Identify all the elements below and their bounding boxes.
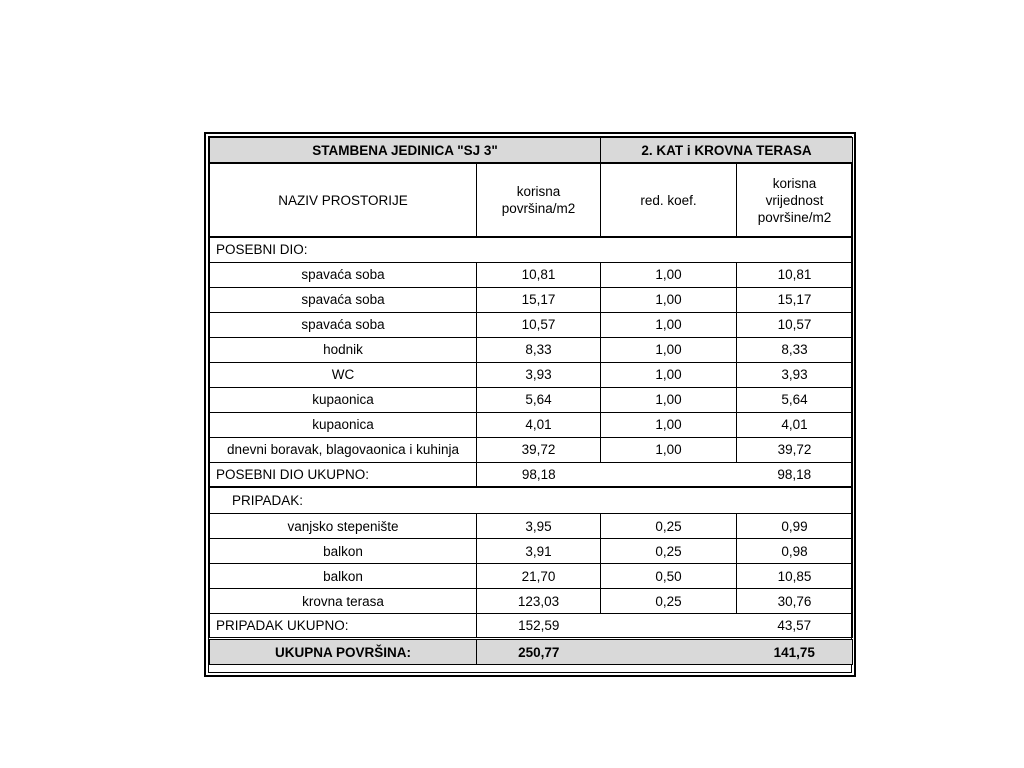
room-value: 10,57 xyxy=(737,312,853,337)
room-coef: 0,50 xyxy=(601,564,737,589)
room-area: 15,17 xyxy=(477,287,601,312)
pripadak-total-area: 152,59 xyxy=(477,614,601,639)
room-coef: 1,00 xyxy=(601,387,737,412)
grand-total-area: 250,77 xyxy=(477,639,601,665)
room-name: vanjsko stepenište xyxy=(210,514,477,539)
grand-total-row xyxy=(210,639,853,665)
header-coef: red. koef. xyxy=(601,163,737,237)
room-name: spavaća soba xyxy=(210,262,477,287)
room-name: spavaća soba xyxy=(210,287,477,312)
room-name: kupaonica xyxy=(210,412,477,437)
room-coef: 1,00 xyxy=(601,287,737,312)
room-area: 39,72 xyxy=(477,437,601,462)
room-value: 0,99 xyxy=(737,514,853,539)
room-coef: 0,25 xyxy=(601,514,737,539)
table-row xyxy=(210,589,853,614)
room-area: 3,91 xyxy=(477,539,601,564)
header-row xyxy=(210,163,853,237)
pripadak-total-label: PRIPADAK UKUPNO: xyxy=(210,614,477,639)
room-area: 4,01 xyxy=(477,412,601,437)
table-row xyxy=(210,362,853,387)
room-area: 10,57 xyxy=(477,312,601,337)
header-area: korisna površina/m2 xyxy=(477,163,601,237)
room-coef: 0,25 xyxy=(601,539,737,564)
room-coef: 1,00 xyxy=(601,412,737,437)
table-row xyxy=(210,312,853,337)
table-row xyxy=(210,514,853,539)
pripadak-total-empty xyxy=(601,614,737,639)
table-row xyxy=(210,387,853,412)
room-name: balkon xyxy=(210,539,477,564)
room-value: 39,72 xyxy=(737,437,853,462)
room-coef: 1,00 xyxy=(601,262,737,287)
pripadak-label: PRIPADAK: xyxy=(210,487,853,514)
posebni-total-value: 98,18 xyxy=(737,462,853,487)
posebni-label: POSEBNI DIO: xyxy=(210,237,853,262)
room-coef: 1,00 xyxy=(601,437,737,462)
posebni-label-row xyxy=(210,237,853,262)
grand-total-empty xyxy=(601,639,737,665)
table-row xyxy=(210,412,853,437)
posebni-total-row xyxy=(210,462,853,487)
room-coef: 0,25 xyxy=(601,589,737,614)
room-area: 5,64 xyxy=(477,387,601,412)
area-table-sheet xyxy=(204,132,856,677)
room-name: hodnik xyxy=(210,337,477,362)
room-name: krovna terasa xyxy=(210,589,477,614)
room-value: 8,33 xyxy=(737,337,853,362)
room-area: 123,03 xyxy=(477,589,601,614)
posebni-total-area: 98,18 xyxy=(477,462,601,487)
room-area: 3,93 xyxy=(477,362,601,387)
room-name: balkon xyxy=(210,564,477,589)
room-value: 5,64 xyxy=(737,387,853,412)
posebni-total-label: POSEBNI DIO UKUPNO: xyxy=(210,462,477,487)
area-table xyxy=(209,137,853,665)
room-value: 0,98 xyxy=(737,539,853,564)
room-value: 4,01 xyxy=(737,412,853,437)
header-name: NAZIV PROSTORIJE xyxy=(210,163,477,237)
room-value: 30,76 xyxy=(737,589,853,614)
table-row xyxy=(210,539,853,564)
pripadak-total-row xyxy=(210,614,853,639)
pripadak-total-value: 43,57 xyxy=(737,614,853,639)
room-coef: 1,00 xyxy=(601,362,737,387)
room-value: 3,93 xyxy=(737,362,853,387)
table-row xyxy=(210,287,853,312)
room-name: kupaonica xyxy=(210,387,477,412)
room-area: 21,70 xyxy=(477,564,601,589)
room-coef: 1,00 xyxy=(601,337,737,362)
grand-total-value: 141,75 xyxy=(737,639,853,665)
room-value: 15,17 xyxy=(737,287,853,312)
header-value: korisna vrijednost površine/m2 xyxy=(737,163,853,237)
room-coef: 1,00 xyxy=(601,312,737,337)
unit-title: STAMBENA JEDINICA "SJ 3" xyxy=(210,138,601,164)
posebni-total-empty xyxy=(601,462,737,487)
room-name: dnevni boravak, blagovaonica i kuhinja xyxy=(210,437,477,462)
title-row xyxy=(210,138,853,164)
room-area: 3,95 xyxy=(477,514,601,539)
grand-total-label: UKUPNA POVRŠINA: xyxy=(210,639,477,665)
room-value: 10,81 xyxy=(737,262,853,287)
room-area: 8,33 xyxy=(477,337,601,362)
room-name: spavaća soba xyxy=(210,312,477,337)
table-row xyxy=(210,337,853,362)
floor-title: 2. KAT i KROVNA TERASA xyxy=(601,138,853,164)
table-row xyxy=(210,262,853,287)
room-value: 10,85 xyxy=(737,564,853,589)
table-row xyxy=(210,437,853,462)
table-row xyxy=(210,564,853,589)
pripadak-label-row xyxy=(210,487,853,514)
room-name: WC xyxy=(210,362,477,387)
room-area: 10,81 xyxy=(477,262,601,287)
